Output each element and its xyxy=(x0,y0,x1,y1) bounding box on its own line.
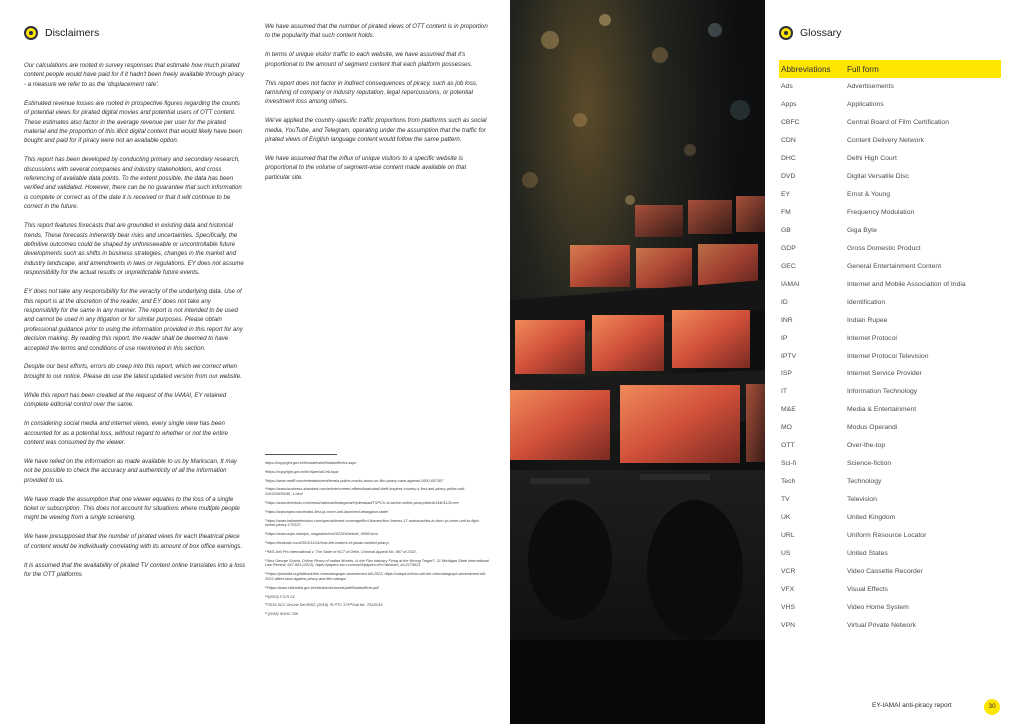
disclaimers-middle-column xyxy=(265,22,491,192)
footer-report-name: EY-IAMAI anti-piracy report xyxy=(872,702,952,709)
glossary-abbreviation: GEC xyxy=(781,262,796,270)
glossary-body xyxy=(779,78,1001,634)
disclaimer-paragraph: We have assumed that the number of pirated views of OTT content is in proportion to the popularity that such content holds. xyxy=(265,23,488,40)
footnote: ¹¹Arul George Scaria, Online Piracy of Indian Movies: Is the Film Industry Firing at the Wrong Target?, 21 Michigan State International Law Review, 647-663 (2013), https://papers.ssrn.com/sol3/papers.cfm?abstract_id=2175621 xyxy=(265,558,489,568)
glossary-heading xyxy=(779,26,841,40)
disclaimer-paragraph: This report has been developed by conducting primary and secondary research, discussions with several companies and industry stakeholders, and cross referencing of available data points. To the extent possible, the data has been verified and validated. However, there can be no guarantee that such information is complete or correct as of the date it is received or that it will continue to be correct in the future. xyxy=(24,156,242,211)
glossary-row xyxy=(779,419,1001,437)
glossary-row xyxy=(779,186,1001,204)
glossary-abbreviation: DHC xyxy=(781,155,796,163)
disclaimer-paragraph: In terms of unique visitor traffic to each website, we have assumed that it's proportional to the amount of segment content that each platform possesses. xyxy=(265,51,473,68)
glossary-abbreviation: ISP xyxy=(781,370,792,378)
footnote: ¹⁴(2003) F.S.R 24 xyxy=(265,594,295,599)
glossary-abbreviation: Tech xyxy=(781,478,796,486)
glossary-full-form: Video Home System xyxy=(847,603,909,611)
glossary-abbreviation: IAMAI xyxy=(781,280,800,288)
glossary-abbreviation: ID xyxy=(781,298,788,306)
glossary-row xyxy=(779,150,1001,168)
disclaimer-paragraph: We have presupposed that the number of pirated views for each theatrical piece of content would be individually correlating with its amount of box office earnings. xyxy=(24,533,243,550)
disclaimer-paragraph: This report does not factor in indirect consequences of piracy, such as job loss, tarnishing of company or industry reputation, legal repercussions, or potential investment loss among others. xyxy=(265,79,478,106)
glossary-full-form: Science-fiction xyxy=(847,460,892,468)
footnote: ²https://copyright.gov.in/frmSpecialCell.aspx xyxy=(265,469,339,474)
glossary-row xyxy=(779,562,1001,580)
glossary-full-form: Giga Byte xyxy=(847,226,877,234)
footnote: ⁵https://www.thehindu.com/news/national/telangana/Hyderabad/TSPCU-to-tackle-online-piracy/article14401126.ece xyxy=(265,500,459,505)
glossary-row xyxy=(779,616,1001,634)
glossary-row xyxy=(779,204,1001,222)
glossary-full-form: United States xyxy=(847,549,888,557)
glossary-row xyxy=(779,580,1001,598)
full-form-column-header: Full form xyxy=(845,60,1001,78)
glossary-abbreviation: Apps xyxy=(781,101,797,109)
glossary-row xyxy=(779,293,1001,311)
glossary-full-form: Internet and Mobile Association of India xyxy=(847,280,966,288)
glossary-header-row xyxy=(779,60,1001,78)
glossary-full-form: Gross Domestic Product xyxy=(847,244,921,252)
glossary-row xyxy=(779,437,1001,455)
glossary-abbreviation: CDN xyxy=(781,137,796,145)
glossary-row xyxy=(779,401,1001,419)
glossary-abbreviation: IP xyxy=(781,334,788,342)
glossary-full-form: Video Cassette Recorder xyxy=(847,567,923,575)
glossary-full-form: Digital Versatile Disc xyxy=(847,173,909,181)
disclaimers-heading xyxy=(24,26,99,40)
footnote: ⁶https://www.tipnt.com/indias-first-ip-crime-unit-launched-telangana-state/ xyxy=(265,509,389,514)
glossary-full-form: Over-the-top xyxy=(847,442,886,450)
footnote: ³https://www.rediff.com/entertainment/kerala-police-cracks-down-on-film-piracy-case-against-1000-607387 xyxy=(265,478,444,483)
glossary-row xyxy=(779,473,1001,491)
glossary-full-form: Modus Operandi xyxy=(847,424,898,432)
glossary-row xyxy=(779,383,1001,401)
glossary-full-form: Virtual Private Network xyxy=(847,621,917,629)
glossary-abbreviation: GDP xyxy=(781,244,796,252)
glossary-full-form: Advertisements xyxy=(847,83,894,91)
disclaimer-paragraph: Our calculations are rooted in survey responses that estimate how much pirated content people would have paid for if it hadn't been freely available through piracy - a measure we refer to as the 'displacement rate'. xyxy=(24,62,245,88)
glossary-full-form: Internet Service Provider xyxy=(847,370,922,378)
disclaimer-paragraph: Despite our best efforts, errors do creep into this report, which we correct when brought to our notice. Please do use the latest updated version from our website. xyxy=(24,363,242,380)
footnote: ⁷https://www.indiantelevision.com/special/event-coverage/ficci-frames/ficci-frames-17-maharashtra-to-form-ip-crime-unit-to-fight-online-piracy-170322 xyxy=(265,518,480,528)
glossary-row xyxy=(779,526,1001,544)
disclaimer-paragraph: It is assumed that the availability of pirated TV content online translates into a loss for the OTT platforms xyxy=(24,561,246,578)
disclaimer-paragraph: Estimated revenue losses are rooted in prospective figures regarding the counts of potential views for pirated digital movies and potential users of OTT content. These estimates also factor in the average revenue per user for the pirated material and the proportion of this illicit digital content that would likely have been bought and paid for if piracy were not an available option. xyxy=(24,99,243,145)
footnote-divider xyxy=(265,454,337,455)
glossary-full-form: Television xyxy=(847,496,877,504)
disclaimer-paragraph: EY does not take any responsibility for the veracity of the underlying data. Use of this report is at the discretion of the reader, and EY does not take any responsibility for the same in any manner. The report is not intended to be used and cannot be used in any litigation or for similar purposes. Please obtain professional guidance prior to using the information provided in this report for any decision making. By reading this report, the reader shall be deemed to have accepted the terms and conditions of use mentioned in this section. xyxy=(24,288,243,352)
glossary-row xyxy=(779,222,1001,240)
glossary-abbreviation: IT xyxy=(781,388,788,396)
glossary-table xyxy=(779,60,1001,634)
disclaimer-paragraph: In considering social media and internet views, every single view has been accounted for as a potential loss, without regard to whether or not the entire content was consumed by the viewer. xyxy=(24,420,228,446)
glossary-full-form: Media & Entertainment xyxy=(847,406,917,414)
disclaimer-paragraph: While this report has been created at the request of the IAMAI, EY retained complete editorial control over the same. xyxy=(24,391,227,409)
glossary-row xyxy=(779,257,1001,275)
glossary-abbreviation: INR xyxy=(781,316,793,324)
glossary-abbreviation: FM xyxy=(781,209,791,217)
glossary-abbreviation: US xyxy=(781,549,791,557)
glossary-abbreviation: MO xyxy=(781,424,792,432)
glossary-row xyxy=(779,598,1001,616)
glossary-row xyxy=(779,78,1001,96)
glossary-full-form: Visual Effects xyxy=(847,585,888,593)
glossary-full-form: Delhi High Court xyxy=(847,155,897,163)
glossary-row xyxy=(779,544,1001,562)
disclaimer-paragraph: We have made the assumption that one viewer equates to the loss of a single ticket or subscription. This does not account for situations where multiple people might be viewing from a single screening. xyxy=(24,495,240,522)
glossary-full-form: General Entertainment Content xyxy=(847,262,942,270)
abbreviations-column-header: Abbreviations xyxy=(779,60,845,78)
glossary-row xyxy=(779,239,1001,257)
glossary-full-form: Uniform Resource Locator xyxy=(847,531,927,539)
glossary-row xyxy=(779,132,1001,150)
glossary-row xyxy=(779,509,1001,527)
glossary-row xyxy=(779,491,1001,509)
glossary-abbreviation: TV xyxy=(781,496,790,504)
glossary-abbreviation: UK xyxy=(781,513,791,521)
footnote: ⁹https://hubnaik.com/2023/11/24/how-the-makers-of-jawan-tackled-piracy/ xyxy=(265,540,390,545)
glossary-row xyxy=(779,96,1001,114)
glossary-abbreviation: URL xyxy=(781,531,795,539)
footnote: ¹³https://www.cbfcindia.gov.in/cbfcAdmin/assets/pdf/Nodalofficer.pdf xyxy=(265,585,379,590)
footnotes xyxy=(265,461,491,621)
glossary-full-form: Ernst & Young xyxy=(847,191,891,199)
footnote: https://copyright.gov.in/frmstatewiseNodalofficers.aspx xyxy=(265,461,357,465)
glossary-full-form: United Kingdom xyxy=(847,513,896,521)
glossary-row xyxy=(779,329,1001,347)
glossary-full-form: Frequency Modulation xyxy=(847,209,915,217)
glossary-full-form: Central Board of Film Certification xyxy=(847,119,949,127)
glossary-full-form: Content Delivery Network xyxy=(847,137,925,145)
glossary-row xyxy=(779,114,1001,132)
footnote: ¹²https://prsindia.org/billtrack/the-cinematograph-amendment-bill-2023; https://vaepd.in/how-will-the-cinematograph-amendment-bill-2023-affect-laws-against-piracy-and-film-ratings/ xyxy=(265,572,487,581)
section-bullet-icon xyxy=(779,26,793,40)
glossary-abbreviation: OTT xyxy=(781,442,795,450)
glossary-abbreviation: GB xyxy=(781,226,791,234)
glossary-row xyxy=(779,347,1001,365)
glossary-full-form: Identification xyxy=(847,298,886,306)
footnote: ⁴https://www.business-standard.com/article/current-affairs/baahubali-theft-inspires-country-s-first-anti-piracy-police-unit-115120900046_1.html xyxy=(265,487,466,497)
glossary-abbreviation: Sci-fi xyxy=(781,460,797,468)
page-number: 30 xyxy=(984,699,1000,715)
glossary-abbreviation: VPN xyxy=(781,621,795,629)
glossary-abbreviation: EY xyxy=(781,191,791,199)
gaming-room-photo xyxy=(510,0,765,724)
glossary-full-form: Information Technology xyxy=(847,388,918,396)
glossary-row xyxy=(779,455,1001,473)
glossary-abbreviation: CBFC xyxy=(781,119,800,127)
footnote: ¹⁰M/S Anil Pro International v. The State of NCT of Delhi, Criminal Appeal No. 807 of 2022. xyxy=(265,549,417,554)
glossary-full-form: Indian Rupee xyxy=(847,316,888,324)
disclaimers-left-column xyxy=(24,61,246,589)
glossary-full-form: Internet Protocol xyxy=(847,334,897,342)
footnote: ⁸https://www.wipo.int/wipo_magazine/en/2022/04/article_0008.html xyxy=(265,532,378,537)
disclaimer-paragraph: We have relied on the information as made available to us by Markscan. It may not be possible to check the accuracy and authenticity of all the information provided to us. xyxy=(24,457,237,484)
glossary-abbreviation: VFX xyxy=(781,585,795,593)
glossary-abbreviation: VCR xyxy=(781,567,796,575)
glossary-full-form: Applications xyxy=(847,101,884,109)
glossary-title: Glossary xyxy=(800,27,842,39)
glossary-row xyxy=(779,275,1001,293)
glossary-abbreviation: VHS xyxy=(781,603,795,611)
footnote: ¹⁷(2018) SGHC 206 xyxy=(265,612,299,617)
disclaimer-paragraph: We've applied the country-specific traffic proportions from platforms such as social media, YouTube, and Telegram, operating under the assumption that the traffic for pirated views of English language content would follow the same pattern. xyxy=(265,117,487,144)
glossary-row xyxy=(779,311,1001,329)
disclaimer-paragraph: This report features forecasts that are grounded in existing data and historical trends. These forecasts inherently bear risks and uncertainties. Specifically, the definitive outcomes could be shaped by unforeseeable or uncontrollable future developments such as shifts in business strategies, changes in the market and industry landscape, and amendments in laws or regulations. EY does not assume responsibility for the actual results or unpredictable future events. xyxy=(24,222,244,277)
glossary-abbreviation: IPTV xyxy=(781,352,797,360)
footnote: ¹⁵2019 SCC OnLine Del 8002; (2019) 78 PTC 375¹⁶Suit No. 751/2016 xyxy=(265,603,383,608)
glossary-full-form: Technology xyxy=(847,478,882,486)
glossary-row xyxy=(779,168,1001,186)
glossary-full-form: Internet Protocol Television xyxy=(847,352,929,360)
glossary-abbreviation: Ads xyxy=(781,83,793,91)
glossary-abbreviation: M&E xyxy=(781,406,796,414)
disclaimers-title: Disclaimers xyxy=(45,27,100,39)
disclaimer-paragraph: We have assumed that the influx of unique visitors to a specific website is proportional to the volume of segment-wise content made available on that particular site. xyxy=(265,155,467,181)
glossary-row xyxy=(779,365,1001,383)
section-bullet-icon xyxy=(24,26,38,40)
glossary-abbreviation: DVD xyxy=(781,173,796,181)
